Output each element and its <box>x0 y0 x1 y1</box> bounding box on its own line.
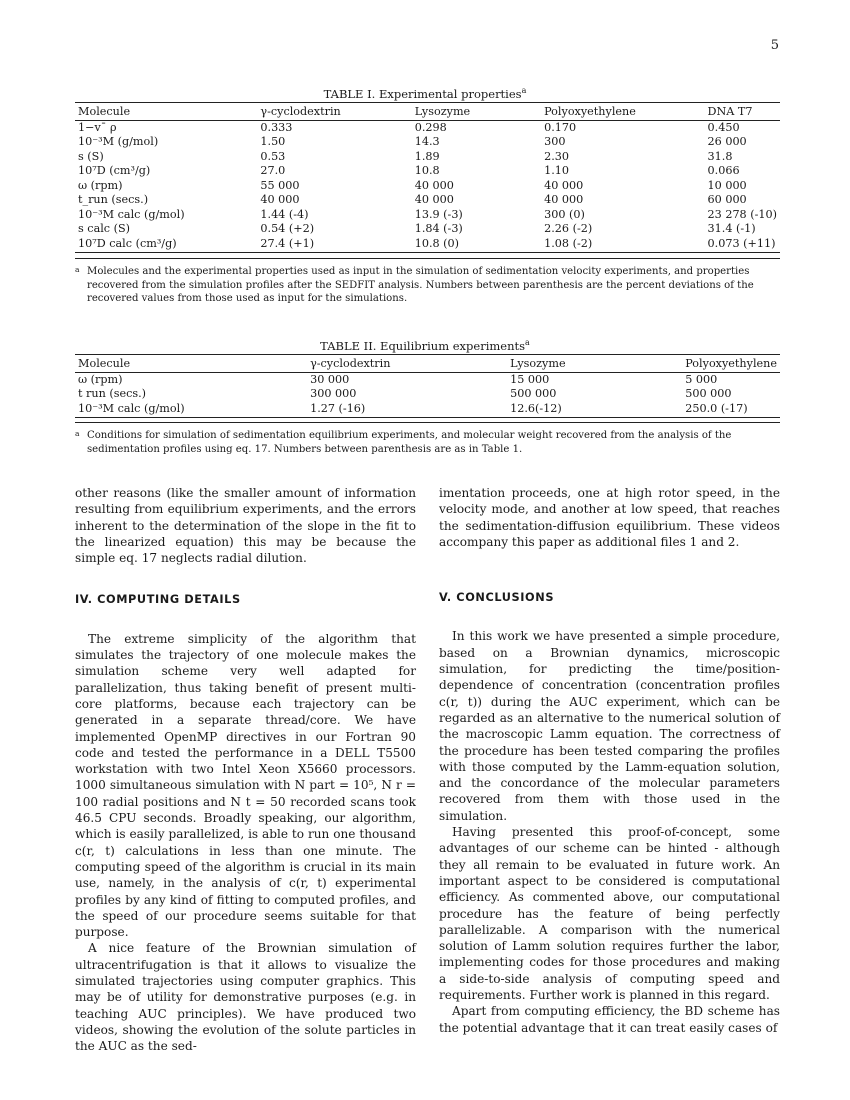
table-cell: 0.066 <box>707 164 740 177</box>
left-column <box>75 485 416 1055</box>
table1-footnote-text: Molecules and the experimental properties used as input in the simulation of sedimentation velocity experiments, and properties recovered from the simulation profiles after the SEDFIT analysis. Numbers between parenthesis are the percent deviations of the recovered values from those used as input for the simulations. <box>87 266 754 304</box>
table-cell: 31.4 (-1) <box>707 222 756 235</box>
table2 <box>75 357 780 418</box>
row-label: 10⁷D (cm³/g) <box>78 164 151 177</box>
table-cell: 14.3 <box>414 135 440 148</box>
paragraph: Having presented this proof-of-concept, some advantages of our scheme can be hinted - although they all remain to be evaluated in future work. An important aspect to be considered is computational efficiency. As commented above, our computational procedure has the feature of being perfectly parallelizable. A comparison with the numerical solution of Lamm solution requires further the labor, implementing codes for those procedures and making a side-to-side analysis of computing speed and requirements. Further work is planned in this regard. <box>439 825 780 1003</box>
table-cell: 0.073 (+11) <box>705 237 780 253</box>
table1-caption-text: TABLE I. Experimental properties <box>323 86 522 101</box>
table1 <box>75 105 780 253</box>
row-label: t_run (secs.) <box>78 193 149 206</box>
table-cell: 10.8 <box>414 164 440 177</box>
table1-header-cell: Molecule <box>75 105 257 120</box>
table-cell: 1.44 (-4) <box>260 207 309 221</box>
table-cell: 0.54 (+2) <box>260 222 315 235</box>
table-cell: 40 000 <box>260 193 300 206</box>
table-cell: 0.450 <box>707 120 740 134</box>
table-row <box>75 208 780 223</box>
table-cell: 300 000 <box>310 387 357 400</box>
table-row <box>75 387 780 402</box>
table1-header-cell: Lysozyme <box>412 105 541 120</box>
table-cell: 1.89 <box>414 149 440 163</box>
table-row <box>75 179 780 194</box>
table2-footnote <box>75 429 765 456</box>
table2-header-cell: Polyoxyethylene <box>682 357 780 372</box>
table-cell: 0.333 <box>260 120 293 134</box>
paragraph: The extreme simplicity of the algorithm that simulates the trajectory of one molecule makes the simulation scheme very well adapted for parallelization, thus taking benefit of present multi-core platforms, because each trajectory can be generated in a separate thread/core. We have implemented OpenMP directives in our Fortran 90 code and tested the performance in a DELL T5500 workstation with two Intel Xeon X5660 processors. 1000 simultaneous simulation with N part = 10⁵, N r = 100 radial positions and N t = 50 recorded scans took 46.5 CPU seconds. Broadly speaking, our algorithm, which is easily parallelized, is able to run one thousand c(r, t) calculations in less than one minute. The computing speed of the algorithm is crucial in its main use, namely, in the analysis of c(r, t) experimental profiles by any kind of fitting to computed profiles, and the speed of our procedure seems suitable for that purpose. <box>75 631 416 940</box>
table-cell: 0.298 <box>414 120 447 134</box>
table-cell: 2.26 (-2) <box>544 222 593 235</box>
table2-caption <box>0 338 850 353</box>
table-cell: 2.30 <box>544 149 570 163</box>
table-cell: 26 000 <box>707 135 747 148</box>
table2-header-cell: Lysozyme <box>507 357 682 372</box>
row-label: s calc (S) <box>78 222 131 235</box>
table2-header-row <box>75 357 780 372</box>
table-cell: 15 000 <box>510 372 550 386</box>
paragraph: imentation proceeds, one at high rotor speed, in the velocity mode, and another at low speed, that reaches the sedimentation-diffusion equilibrium. These videos accompany this paper as additional files 1 and 2. <box>439 486 780 549</box>
table-row <box>75 193 780 208</box>
table2-bottom-rule <box>75 422 780 423</box>
table-cell: 300 <box>544 135 566 148</box>
table-row <box>75 120 780 135</box>
table-cell: 60 000 <box>707 193 747 206</box>
table-row <box>75 402 780 418</box>
table2-top-rule <box>75 354 780 355</box>
table1-top-rule <box>75 102 780 103</box>
paragraph: A nice feature of the Brownian simulation of ultracentrifugation is that it allows to visualize the simulated trajectories using computer graphics. This may be of utility for demonstrative purposes (e.g. in teaching AUC principles). We have produced two videos, showing the evolution of the solute particles in the AUC as the sed- <box>75 941 416 1054</box>
table-cell: 300 (0) <box>544 207 585 221</box>
row-label: t run (secs.) <box>78 387 147 400</box>
table-cell: 12.6(-12) <box>507 402 682 418</box>
paragraph: other reasons (like the smaller amount of information resulting from equilibrium experiments, and the errors inherent to the determination of the slope in the fit to the linearized equation) this may be because the simple eq. 17 neglects radial dilution. <box>75 486 416 566</box>
row-label: 10⁻³M (g/mol) <box>78 135 159 148</box>
table2-header-cell: γ-cyclodextrin <box>307 357 507 372</box>
right-column <box>439 485 780 1036</box>
table-cell: 23 278 (-10) <box>707 207 777 221</box>
table-cell: 13.9 (-3) <box>414 207 463 221</box>
row-label: 10⁷D calc (cm³/g) <box>75 237 257 253</box>
row-label: 1−v¯ ρ <box>78 120 117 134</box>
table-row <box>75 237 780 253</box>
row-label: ω (rpm) <box>78 178 123 192</box>
table-cell: 30 000 <box>310 372 350 386</box>
paragraph: In this work we have presented a simple procedure, based on a Brownian dynamics, microscopic simulation, for predicting the time/position-dependence of concentration (concentration profiles c(r, t)) during the AUC experiment, which can be regarded as an alternative to the numerical solution of the macroscopic Lamm equation. The correctness of the procedure has been tested comparing the profiles with those computed by the Lamm-equation solution, and the concordance of the molecular parameters recovered from them with those used in the simulation. <box>439 629 780 823</box>
table-row <box>75 164 780 179</box>
table-cell: 40 000 <box>544 178 584 192</box>
table-row <box>75 372 780 387</box>
table1-footnote-mark: a <box>75 265 80 274</box>
page-number: 5 <box>770 38 779 53</box>
table1-caption-mark: a <box>521 86 527 95</box>
table-cell: 40 000 <box>414 178 454 192</box>
table2-caption-mark: a <box>525 338 530 347</box>
table1-header-cell: γ-cyclodextrin <box>257 105 411 120</box>
table2-caption-text: TABLE II. Equilibrium experiments <box>320 338 526 353</box>
table1-footnote <box>75 265 765 306</box>
table-cell: 500 000 <box>685 387 732 400</box>
paragraph: Apart from computing efficiency, the BD scheme has the potential advantage that it can treat easily cases of <box>439 1004 780 1035</box>
row-label: ω (rpm) <box>78 372 123 386</box>
table-cell: 27.0 <box>260 164 286 177</box>
section-heading-computing-details: IV. COMPUTING DETAILS <box>75 593 241 607</box>
table-cell: 10 000 <box>707 178 747 192</box>
table1-bottom-rule <box>75 258 780 259</box>
table-cell: 1.50 <box>260 135 286 148</box>
section-heading-conclusions: V. CONCLUSIONS <box>439 591 555 605</box>
table-cell: 31.8 <box>707 149 733 163</box>
table-row <box>75 135 780 150</box>
table-cell: 0.170 <box>544 120 577 134</box>
table2-footnote-mark: a <box>75 429 80 438</box>
table-cell: 1.10 <box>544 164 570 177</box>
table2-header-cell: Molecule <box>75 357 307 372</box>
table1-header-cell: DNA T7 <box>705 105 780 120</box>
table1-caption <box>0 86 850 101</box>
table-cell: 1.84 (-3) <box>414 222 463 235</box>
table-cell: 1.27 (-16) <box>307 402 507 418</box>
table-cell: 250.0 (-17) <box>682 402 780 418</box>
table1-header-row <box>75 105 780 120</box>
table-cell: 40 000 <box>414 193 454 206</box>
table-cell: 55 000 <box>260 178 300 192</box>
table-cell: 0.53 <box>260 149 286 163</box>
table-row <box>75 150 780 165</box>
table-cell: 40 000 <box>544 193 584 206</box>
table-cell: 27.4 (+1) <box>257 237 411 253</box>
row-label: 10⁻³M calc (g/mol) <box>75 402 307 418</box>
table-cell: 500 000 <box>510 387 557 400</box>
row-label: 10⁻³M calc (g/mol) <box>78 207 185 221</box>
table1-header-cell: Polyoxyethylene <box>541 105 704 120</box>
table-cell: 5 000 <box>685 372 718 386</box>
table2-footnote-text: Conditions for simulation of sedimentation equilibrium experiments, and molecular weight recovered from the analysis of the sedimentation profiles using eq. 17. Numbers between parenthesis are as in Table 1. <box>87 430 732 455</box>
row-label: s (S) <box>78 149 104 163</box>
table-cell: 10.8 (0) <box>412 237 541 253</box>
table-row <box>75 222 780 237</box>
table-cell: 1.08 (-2) <box>541 237 704 253</box>
